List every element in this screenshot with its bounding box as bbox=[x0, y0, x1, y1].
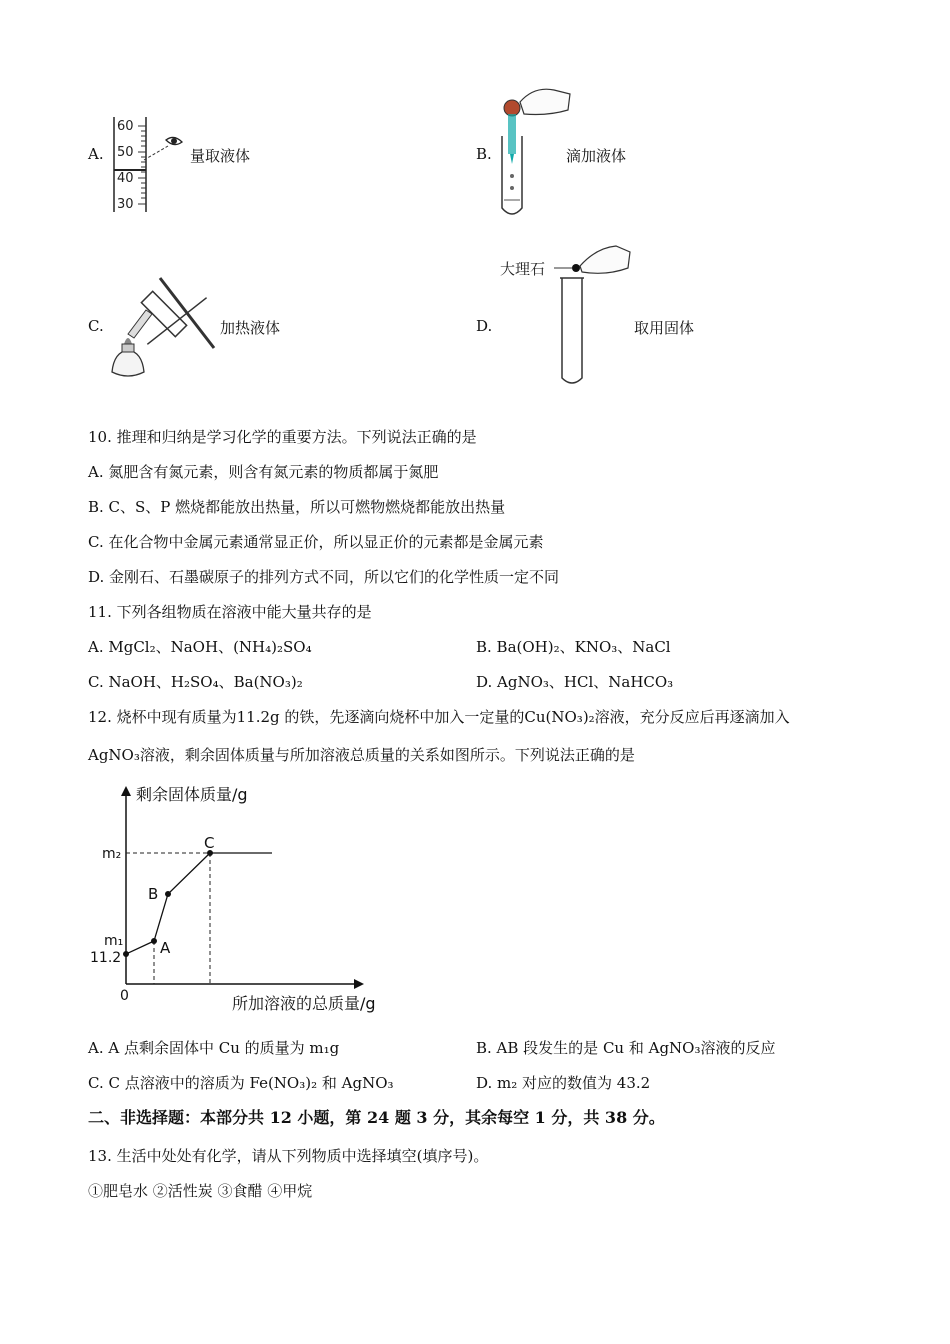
cylinder-tick-40: 40 bbox=[117, 171, 134, 186]
y-tick-m2: m₂ bbox=[102, 846, 122, 862]
q10-option-c: C. 在化合物中金属元素通常显正价，所以显正价的元素都是金属元素 bbox=[88, 533, 544, 551]
q9-option-b-letter: B. bbox=[476, 145, 492, 163]
q9-option-d-text: 取用固体 bbox=[634, 319, 695, 337]
point-label-c: C bbox=[204, 834, 215, 852]
q9-option-b-text: 滴加液体 bbox=[566, 147, 627, 165]
q9-option-a-letter: A. bbox=[88, 145, 104, 163]
q9-option-a-text: 量取液体 bbox=[190, 147, 251, 165]
q11-option-a: A. MgCl₂、NaOH、(NH₄)₂SO₄ bbox=[88, 638, 312, 656]
hand-icon bbox=[520, 89, 570, 114]
q12-mass-chart bbox=[80, 778, 390, 1018]
origin-label: 0 bbox=[120, 988, 129, 1004]
q11-option-d: D. AgNO₃、HCl、NaHCO₃ bbox=[476, 673, 674, 691]
marble-test-tube-figure bbox=[496, 242, 636, 388]
section2-heading: 二、非选择题：本部分共 12 小题，第 24 题 3 分，其余每空 1 分，共 38 分。 bbox=[88, 1108, 665, 1127]
data-point-b bbox=[165, 891, 171, 897]
q12-option-c: C. C 点溶液中的溶质为 Fe(NO₃)₂ 和 AgNO₃ bbox=[88, 1074, 394, 1092]
y-tick-m1: m₁ bbox=[104, 933, 124, 949]
q11-stem: 11. 下列各组物质在溶液中能大量共存的是 bbox=[88, 603, 372, 621]
q11-option-c: C. NaOH、H₂SO₄、Ba(NO₃)₂ bbox=[88, 673, 303, 691]
q10-option-b: B. C、S、P 燃烧都能放出热量，所以可燃物燃烧都能放出热量 bbox=[88, 498, 506, 516]
cylinder-tick-50: 50 bbox=[117, 145, 134, 160]
q12-option-b: B. AB 段发生的是 Cu 和 AgNO₃溶液的反应 bbox=[476, 1039, 776, 1057]
marble-label: 大理石 bbox=[500, 260, 546, 278]
data-point-start bbox=[123, 951, 129, 957]
q12-stem-line1: 12. 烧杯中现有质量为11.2g 的铁，先逐滴向烧杯中加入一定量的Cu(NO₃)₂溶液，充分反应后再逐滴加入 bbox=[88, 708, 790, 726]
q9-option-c-text: 加热液体 bbox=[220, 319, 281, 337]
cylinder-tick-60: 60 bbox=[117, 119, 134, 134]
q10-stem: 10. 推理和归纳是学习化学的重要方法。下列说法正确的是 bbox=[88, 428, 477, 446]
y-axis-arrow bbox=[121, 786, 131, 796]
q11-option-b: B. Ba(OH)₂、KNO₃、NaCl bbox=[476, 638, 671, 656]
point-label-a: A bbox=[160, 939, 171, 957]
q12-option-a: A. A 点剩余固体中 Cu 的质量为 m₁g bbox=[88, 1039, 340, 1057]
point-label-b: B bbox=[148, 885, 159, 903]
data-point-a bbox=[151, 938, 157, 944]
q10-option-d: D. 金刚石、石墨碳原子的排列方式不同，所以它们的化学性质一定不同 bbox=[88, 568, 560, 586]
eye-icon bbox=[166, 137, 182, 144]
q12-option-d: D. m₂ 对应的数值为 43.2 bbox=[476, 1074, 651, 1092]
cylinder-tick-30: 30 bbox=[117, 197, 134, 212]
heating-test-tube-figure bbox=[106, 272, 222, 390]
q13-stem: 13. 生活中处处有化学，请从下列物质中选择填空(填序号)。 bbox=[88, 1147, 489, 1165]
y-axis-label: 剩余固体质量/g bbox=[136, 785, 248, 804]
dropper-test-tube-figure bbox=[494, 80, 574, 220]
alcohol-lamp-icon bbox=[112, 350, 144, 376]
hand-icon bbox=[580, 246, 630, 273]
x-axis-label: 所加溶液的总质量/g bbox=[232, 994, 376, 1013]
x-axis-arrow bbox=[354, 979, 364, 989]
q9-option-d-letter: D. bbox=[476, 317, 493, 335]
q10-option-a: A. 氮肥含有氮元素，则含有氮元素的物质都属于氮肥 bbox=[88, 463, 439, 481]
q13-options: ①肥皂水 ②活性炭 ③食醋 ④甲烷 bbox=[88, 1182, 313, 1200]
graduated-cylinder-figure bbox=[104, 112, 190, 216]
y-tick-11-2: 11.2 bbox=[90, 950, 122, 966]
q9-option-c-letter: C. bbox=[88, 317, 104, 335]
q12-stem-line2: AgNO₃溶液，剩余固体质量与所加溶液总质量的关系如图所示。下列说法正确的是 bbox=[88, 746, 635, 764]
